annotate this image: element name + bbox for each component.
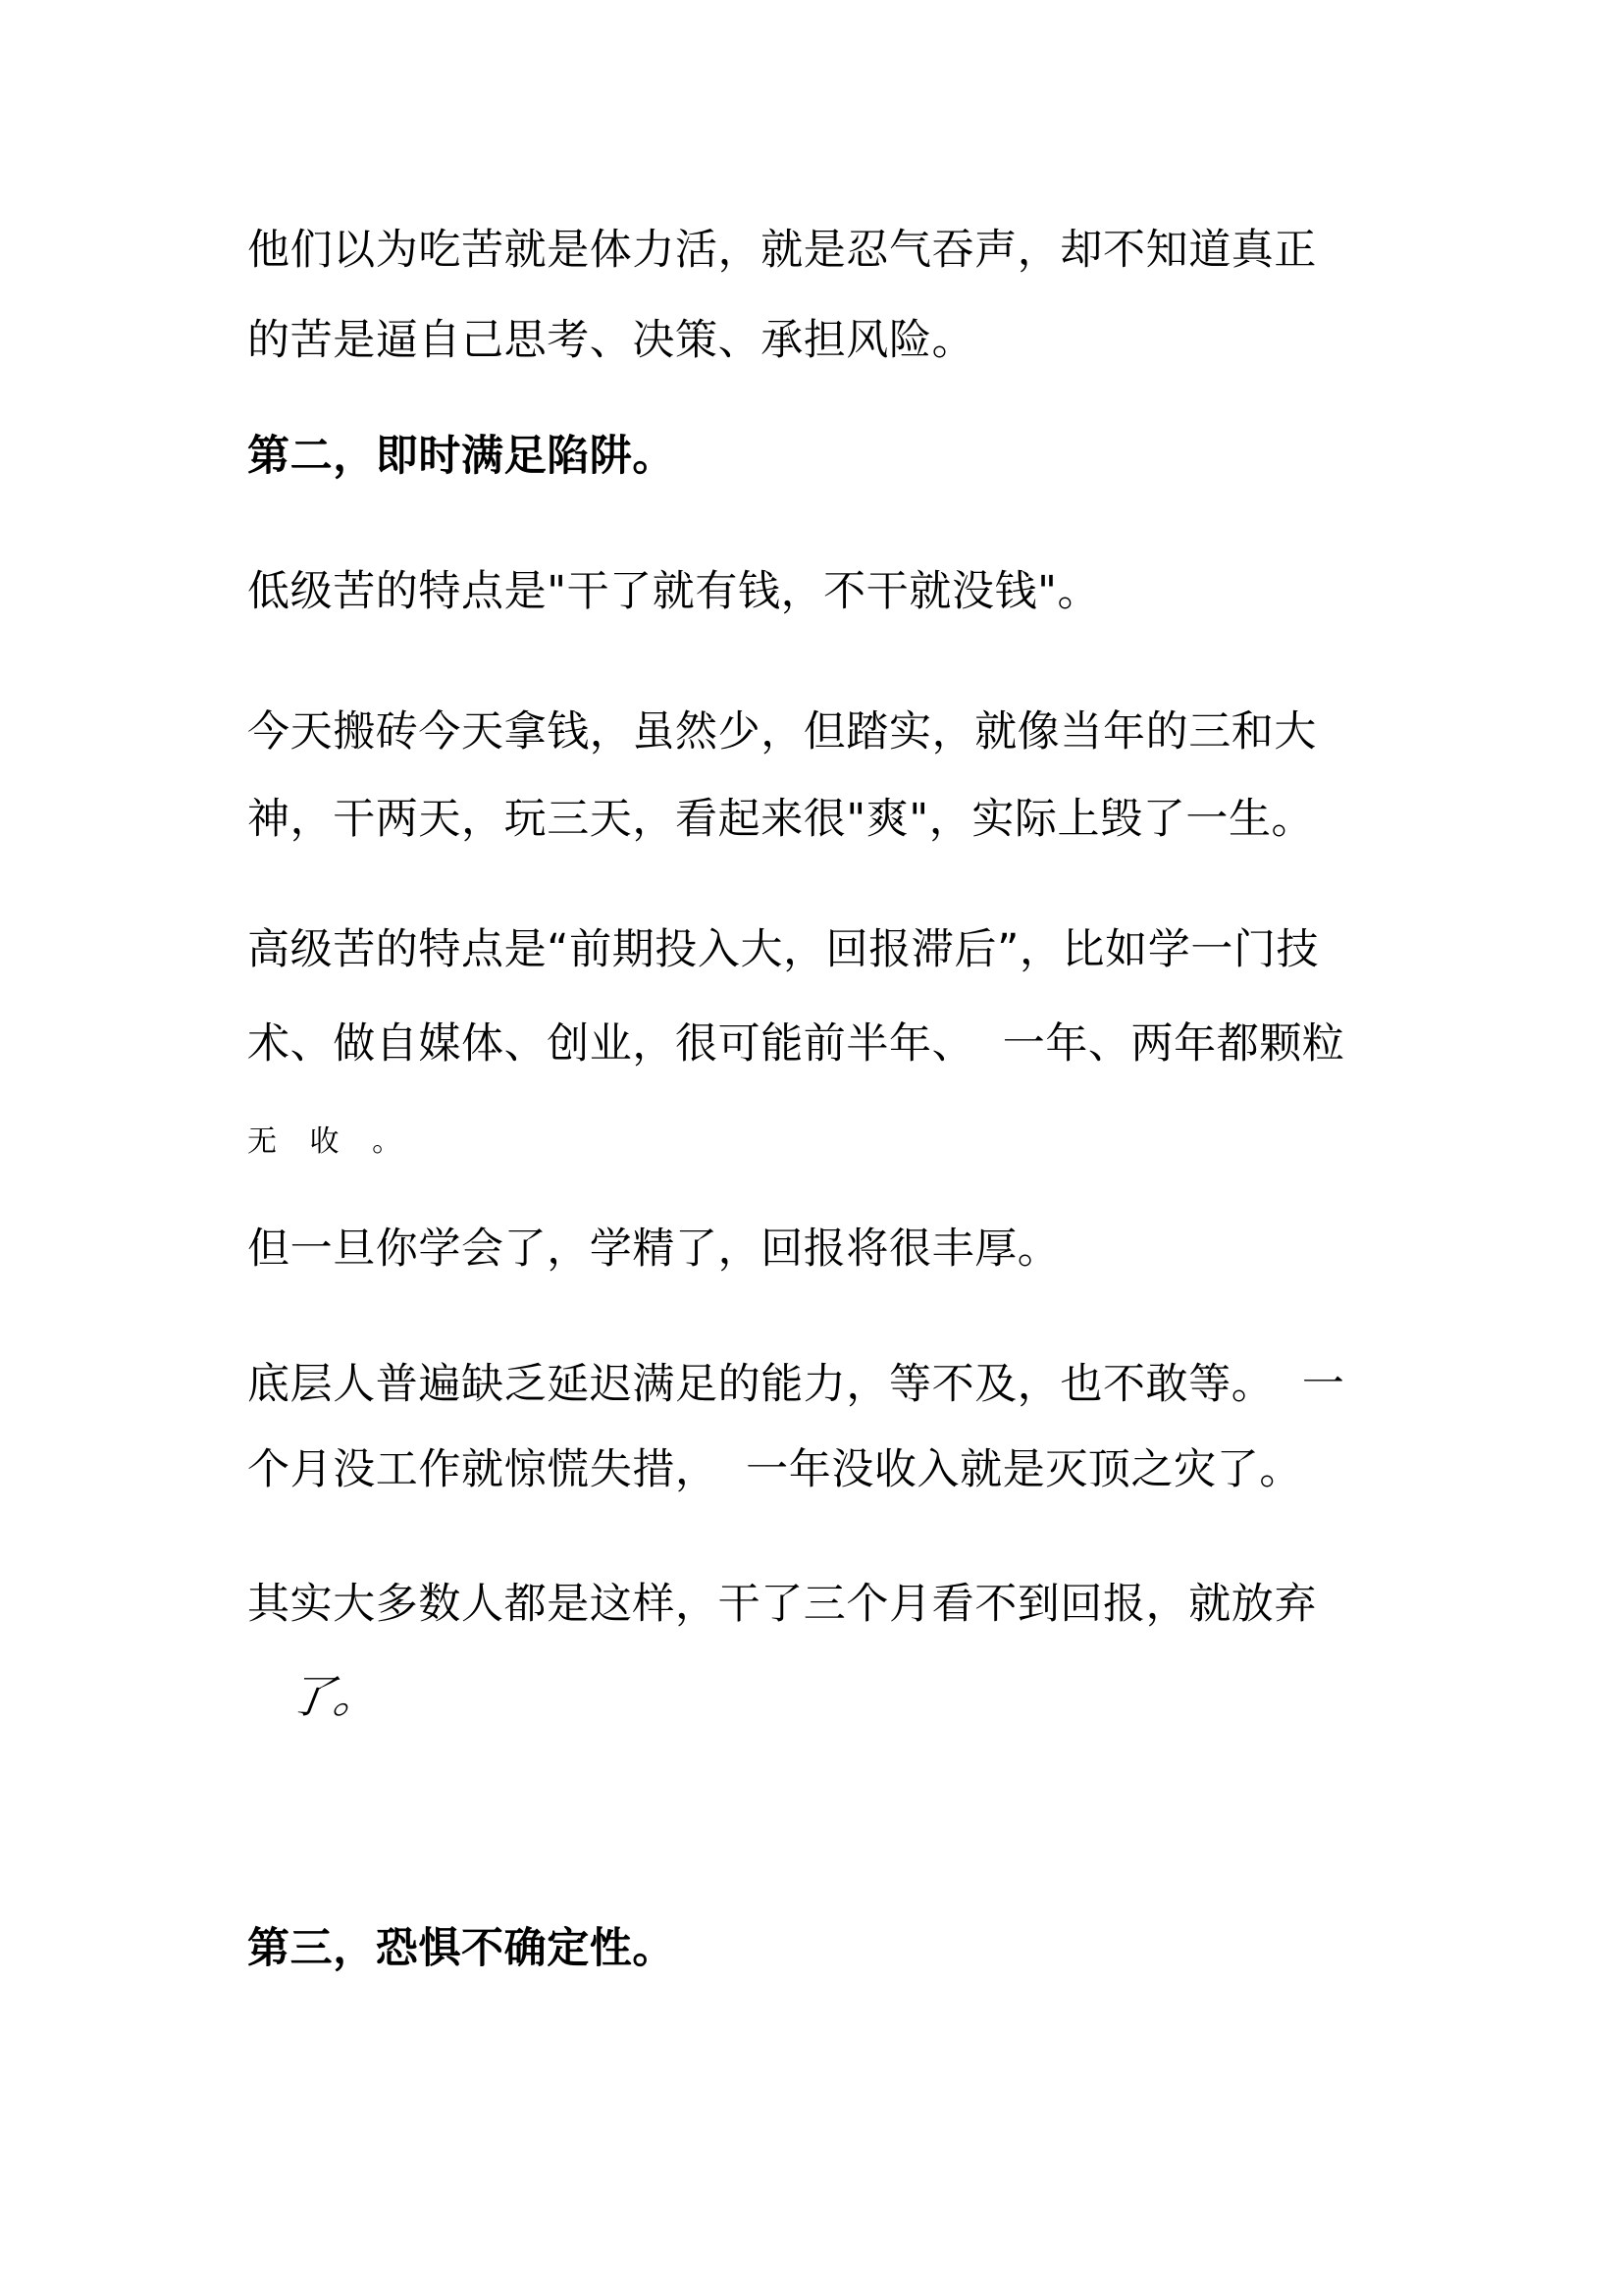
section-heading: 第三，恐惧不确定性。	[247, 1924, 675, 1973]
paragraph-line: 底层人普遍缺乏延迟满足的能力，等不及，也不敢等。 一	[247, 1360, 1345, 1409]
section-heading: 第二，即时满足陷阱。	[247, 432, 675, 481]
paragraph-line: 其实大多数人都是这样，干了三个月看不到回报，就放弃	[247, 1580, 1317, 1629]
paragraph-line: 的苦是逼自己思考、决策、承担风险。	[247, 316, 975, 365]
paragraph-line: 个月没工作就惊慌失措， 一年没收入就是灭顶之灾了。	[247, 1445, 1302, 1494]
paragraph-line: 他们以为吃苦就是体力活，就是忍气吞声，却不知道真正	[247, 226, 1317, 275]
paragraph-line: 今天搬砖今天拿钱，虽然少，但踏实，就像当年的三和大	[247, 707, 1317, 756]
paragraph-line: 了。	[284, 1670, 384, 1723]
paragraph-line: 无 收 。	[247, 1124, 414, 1159]
paragraph-line: 但一旦你学会了，学精了，回报将很丰厚。	[247, 1225, 1061, 1274]
paragraph-line: 术、做自媒体、创业，很可能前半年、 一年、两年都颗粒	[247, 1019, 1345, 1069]
paragraph-line: 高级苦的特点是“前期投入大，回报滞后”，比如学一门技	[247, 925, 1320, 974]
paragraph-line: 低级苦的特点是"干了就有钱，不干就没钱"。	[247, 567, 1101, 616]
paragraph-line: 神，干两天，玩三天，看起来很"爽"，实际上毁了一生。	[247, 795, 1315, 844]
